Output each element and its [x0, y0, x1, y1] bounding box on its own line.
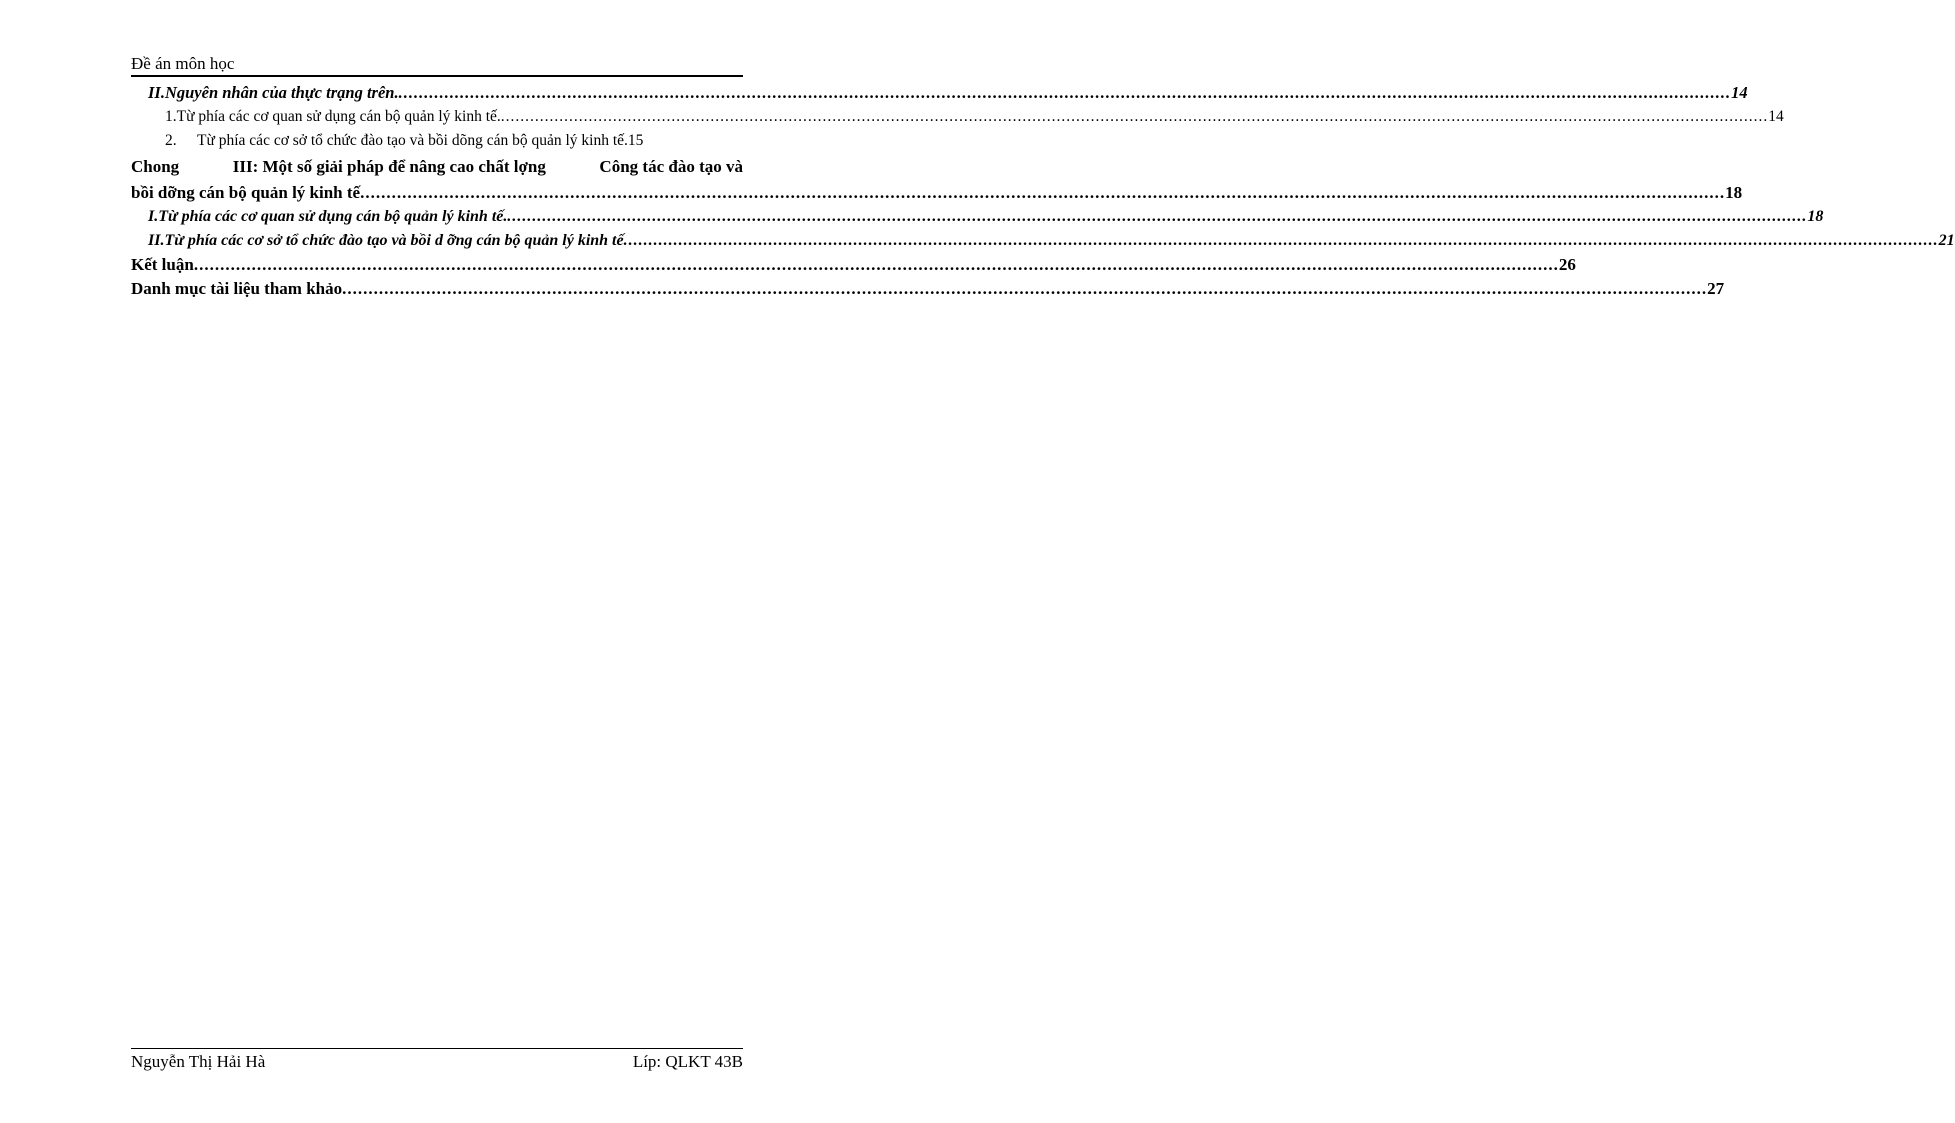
toc-entry-ch3-section-ii[interactable] [131, 229, 1955, 253]
toc-entry-section-ii[interactable] [131, 81, 1748, 105]
toc-page-number: 15 [627, 132, 644, 149]
toc-page-number: 18 [1725, 183, 1743, 202]
document-title: Đề án môn học [131, 54, 235, 73]
chapter-word: Chong [131, 157, 180, 176]
toc-leader-dots [194, 253, 1559, 277]
toc-page-number: 27 [1707, 279, 1725, 298]
toc-leader-dots [501, 105, 1769, 129]
page-footer [131, 1052, 743, 1072]
toc-entry-tai-lieu[interactable] [131, 277, 1725, 301]
page-header [131, 54, 743, 74]
toc-entry-number: II. [148, 232, 165, 249]
toc-page-number: 14 [1768, 108, 1784, 125]
toc-entry-label: Từ phía các cơ sở tổ chức đào tạo và bồi d ỡng cán bộ quản lý kinh tế [164, 232, 624, 249]
toc-entry-ket-luan[interactable] [131, 253, 1576, 277]
chapter-title-part: III: Một số giải pháp để nâng cao chất lợng [232, 157, 546, 176]
toc-leader-dots [342, 277, 1707, 301]
toc-page-number: 26 [1558, 255, 1576, 274]
toc-leader-dots [507, 205, 1807, 229]
chapter-title-line [131, 181, 1743, 205]
chapter-title-part: Công tác đào tạo và [599, 157, 743, 176]
toc-leader-dots: ..... ... [624, 229, 1939, 253]
chapter-title-line [131, 155, 743, 181]
toc-leader-dots [360, 181, 1725, 205]
table-of-contents [131, 81, 1955, 301]
toc-page-number: 14 [1731, 83, 1748, 102]
toc-leader-dots [399, 81, 1732, 105]
toc-entry-ch3-section-i[interactable] [131, 205, 1824, 229]
toc-entry-number: 2. [165, 132, 177, 149]
toc-page-number: 21 [1938, 232, 1955, 249]
toc-entry-label: Danh mục tài liệu tham khảo [131, 279, 343, 298]
toc-entry-label: Từ phía các cơ quan sử dụng cán bộ quản lý kinh tế. [176, 108, 501, 125]
toc-entry-subsection-2[interactable] [131, 129, 743, 153]
toc-entry-number: I. [148, 208, 159, 225]
footer-class: Líp: QLKT 43B [632, 1052, 743, 1071]
toc-entry-number: II. [148, 83, 165, 102]
toc-page-number: 18 [1807, 208, 1824, 225]
toc-entry-subsection-1[interactable] [131, 105, 1784, 129]
toc-entry-label: Từ phía các cơ quan sử dụng cán bộ quản lý kinh tế. [158, 208, 508, 225]
footer-divider [131, 1048, 743, 1049]
header-divider [131, 75, 743, 77]
toc-entry-label: Từ phía các cơ sở tổ chức đào tạo và bồi dõng cán bộ quản lý kinh tế. [197, 132, 628, 149]
toc-entry-label: Nguyên nhân của thực trạng trên. [164, 83, 399, 102]
footer-author: Nguyễn Thị Hải Hà [131, 1052, 266, 1071]
toc-entry-chapter-3[interactable] [131, 155, 1743, 205]
toc-entry-label: Kết luận [131, 255, 194, 274]
toc-entry-label: bồi dỡng cán bộ quản lý kinh tế [131, 183, 361, 202]
toc-entry-number: 1. [165, 108, 177, 125]
